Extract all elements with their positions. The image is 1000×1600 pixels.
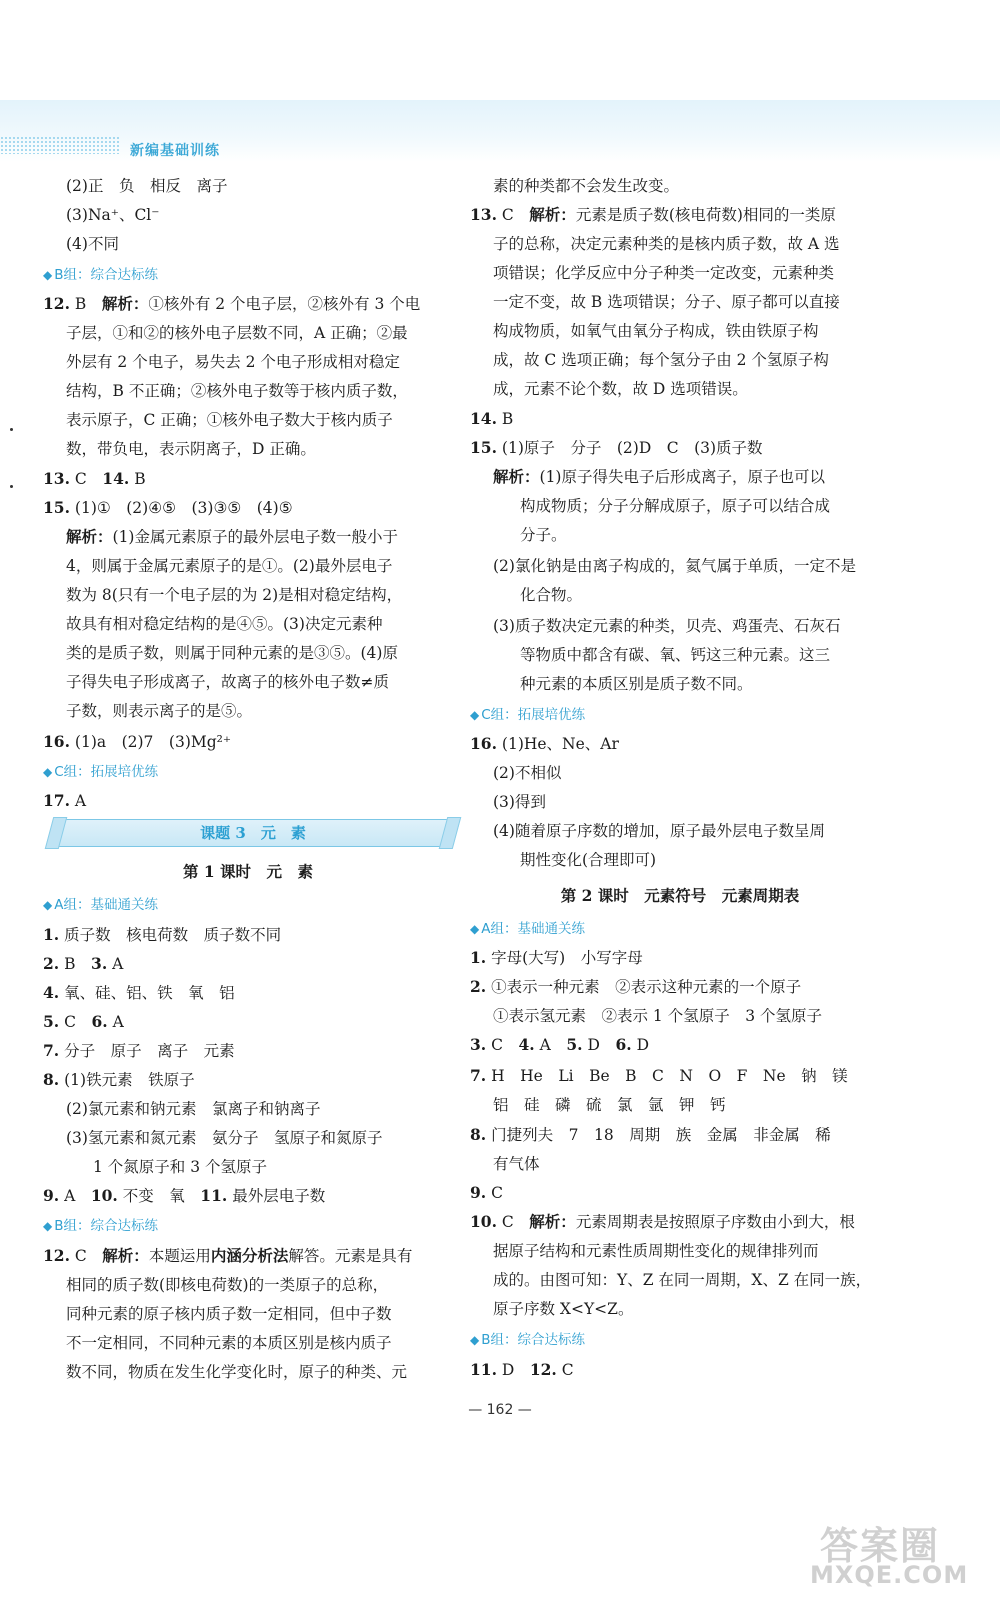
explanation-line: 解析：(1)原子得失电子后形成离子，原子也可以 — [493, 468, 825, 486]
diamond-icon: ◆ — [470, 922, 480, 936]
question-15: 15. (1)① (2)④⑤ (3)③⑤ (4)⑤ — [43, 498, 293, 517]
explanation-line: 据原子结构和元素性质周期性变化的规律排列而 — [493, 1242, 819, 1260]
lesson-banner: 课题 3 元 素 — [56, 819, 450, 847]
explanation-line: 成，元素不论个数，故 D 选项错误。 — [493, 380, 748, 398]
question-15: 15. (1)原子 分子 (2)D C (3)质子数 — [470, 438, 763, 457]
answer-line: ①表示氢元素 ②表示 1 个氢原子 3 个氢原子 — [493, 1007, 823, 1025]
explanation-line: 分子。 — [520, 526, 567, 544]
answer-line: (4)随着原子序数的增加，原子最外层电子数呈周 — [493, 822, 825, 840]
answer-line: (3)Na⁺、Cl⁻ — [66, 206, 160, 224]
group-heading-a: ◆ A组：基础通关练 — [470, 921, 585, 937]
margin-mark — [10, 428, 13, 431]
series-title: 新编基础训练 — [130, 143, 220, 159]
explanation-line: 4，则属于金属元素原子的是①。(2)最外层电子 — [66, 557, 393, 575]
answer-line: (2)不相似 — [493, 764, 562, 782]
group-heading-a: ◆ A组：基础通关练 — [43, 897, 158, 913]
explanation-line: 数不同，物质在发生化学变化时，原子的种类、元 — [66, 1363, 408, 1381]
explanation-line: 种元素的本质区别是质子数不同。 — [520, 675, 753, 693]
group-heading-c: ◆ C组：拓展培优练 — [470, 707, 586, 723]
explanation-line: 子层，①和②的核外电子层数不同，A 正确；②最 — [66, 324, 408, 342]
answer-2-3: 2. B 3. A — [43, 954, 124, 973]
explanation-line: 子得失电子形成离子，故离子的核外电子数≠质 — [66, 673, 389, 691]
page-number: — 162 — — [468, 1402, 532, 1418]
group-heading-b: ◆ B组：综合达标练 — [43, 1218, 158, 1234]
explanation-line: 子数，则表示离子的是⑤。 — [66, 702, 253, 720]
answer-line: 期性变化(合理即可) — [520, 851, 657, 869]
diamond-icon: ◆ — [43, 765, 53, 779]
answer-11-12: 11. D 12. C — [470, 1360, 574, 1379]
explanation-line: (2)氯化钠是由离子构成的，氦气属于单质，一定不是 — [493, 557, 856, 575]
explanation-line: 子的总称，决定元素种类的是核内质子数，故 A 选 — [493, 235, 840, 253]
diamond-icon: ◆ — [470, 1333, 480, 1347]
group-heading-b: ◆ B组：综合达标练 — [43, 267, 158, 283]
header-dot-pattern — [0, 136, 120, 154]
period-title: 第 2 课时 元素符号 元素周期表 — [560, 886, 800, 905]
answer-9-11: 9. A 10. 不变 氧 11. 最外层电子数 — [43, 1186, 326, 1205]
explanation-line: 同种元素的原子核内质子数一定相同，但中子数 — [66, 1305, 392, 1323]
answer-line: (4)不同 — [66, 235, 119, 253]
question-17: 17. A — [43, 791, 87, 810]
explanation-line: 外层有 2 个电子，易失去 2 个电子形成相对稳定 — [66, 353, 400, 371]
explanation-line: 故具有相对稳定结构的是④⑤。(3)决定元素种 — [66, 615, 383, 633]
answer-1: 1. 字母(大写) 小写字母 — [470, 948, 643, 967]
period-title: 第 1 课时 元 素 — [182, 862, 314, 881]
explanation-line: 数，带负电，表示阴离子，D 正确。 — [66, 440, 316, 458]
explanation-line: 解析：(1)金属元素原子的最外层电子数一般小于 — [66, 528, 398, 546]
diamond-icon: ◆ — [43, 898, 53, 912]
question-16: 16. (1)a (2)7 (3)Mg²⁺ — [43, 732, 232, 751]
answer-line: 有气体 — [493, 1155, 540, 1173]
group-heading-c: ◆ C组：拓展培优练 — [43, 764, 159, 780]
answer-line: 1 个氮原子和 3 个氢原子 — [93, 1158, 268, 1176]
answer-4: 4. 氧、硅、铝、铁 氧 铝 — [43, 983, 235, 1002]
group-heading-b: ◆ B组：综合达标练 — [470, 1332, 585, 1348]
explanation-line: 不一定相同，不同种元素的本质区别是核内质子 — [66, 1334, 392, 1352]
explanation-line: 构成物质；分子分解成原子，原子可以结合成 — [520, 497, 831, 515]
answer-7: 7. H He Li Be B C N O F Ne 钠 镁 — [470, 1066, 848, 1085]
answer-8: 8. 门捷列夫 7 18 周期 族 金属 非金属 稀 — [470, 1125, 831, 1144]
answer-line: (3)氢元素和氮元素 氨分子 氢原子和氮原子 — [66, 1129, 383, 1147]
answer-line: (2)氯元素和钠元素 氯离子和钠离子 — [66, 1100, 321, 1118]
answer-2: 2. ①表示一种元素 ②表示这种元素的一个原子 — [470, 977, 802, 996]
answer-line: (3)得到 — [493, 793, 546, 811]
explanation-line: (3)质子数决定元素的种类，贝壳、鸡蛋壳、石灰石 — [493, 617, 841, 635]
explanation-line: 等物质中都含有碳、氧、钙这三种元素。这三 — [520, 646, 831, 664]
explanation-line: 相同的质子数(即核电荷数)的一类原子的总称， — [66, 1276, 389, 1294]
question-10: 10. C 解析：元素周期表是按照原子序数由小到大，根 — [470, 1212, 855, 1231]
answer-8: 8. (1)铁元素 铁原子 — [43, 1070, 195, 1089]
question-12-element: 12. C 解析：本题运用内涵分析法解答。元素是具有 — [43, 1246, 413, 1265]
explanation-line: 一定不变，故 B 选项错误；分子、原子都可以直接 — [493, 293, 840, 311]
explanation-line: 数为 8(只有一个电子层的为 2)是相对稳定结构， — [66, 586, 403, 604]
explanation-line: 类的是质子数，则属于同种元素的是③⑤。(4)原 — [66, 644, 398, 662]
explanation-line: 原子序数 X<Y<Z。 — [493, 1300, 634, 1318]
explanation-line: 化合物。 — [520, 586, 583, 604]
diamond-icon: ◆ — [43, 268, 53, 282]
question-16: 16. (1)He、Ne、Ar — [470, 734, 619, 753]
question-12: 12. B 解析：①核外有 2 个电子层，②核外有 3 个电 — [43, 294, 421, 313]
answer-9: 9. C — [470, 1183, 503, 1202]
explanation-line: 素的种类都不会发生改变。 — [493, 177, 680, 195]
answer-5-6: 5. C 6. A — [43, 1012, 124, 1031]
explanation-line: 结构，B 不正确；②核外电子数等于核内质子数， — [66, 382, 408, 400]
question-13-14: 13. C 14. B — [43, 469, 146, 488]
question-13: 13. C 解析：元素是质子数(核电荷数)相同的一类原 — [470, 205, 836, 224]
answer-1: 1. 质子数 核电荷数 质子数不同 — [43, 925, 282, 944]
explanation-line: 成，故 C 选项正确；每个氢分子由 2 个氢原子构 — [493, 351, 829, 369]
watermark-logo: 答案圈 MXQE.COM — [810, 1524, 969, 1589]
answer-7: 7. 分子 原子 离子 元素 — [43, 1041, 235, 1060]
explanation-line: 构成物质，如氧气由氧分子构成，铁由铁原子构 — [493, 322, 819, 340]
margin-mark — [10, 485, 13, 488]
answer-line: (2)正 负 相反 离子 — [66, 177, 228, 195]
explanation-line: 项错误；化学反应中分子种类一定改变，元素种类 — [493, 264, 835, 282]
answer-3-6: 3. C 4. A 5. D 6. D — [470, 1035, 649, 1054]
answer-line: 铝 硅 磷 硫 氯 氩 钾 钙 — [493, 1096, 726, 1114]
explanation-line: 成的。由图可知：Y、Z 在同一周期，X、Z 在同一族， — [493, 1271, 872, 1289]
diamond-icon: ◆ — [43, 1219, 53, 1233]
question-14: 14. B — [470, 409, 514, 428]
explanation-line: 表示原子，C 正确；①核外电子数大于核内质子 — [66, 411, 393, 429]
diamond-icon: ◆ — [470, 708, 480, 722]
